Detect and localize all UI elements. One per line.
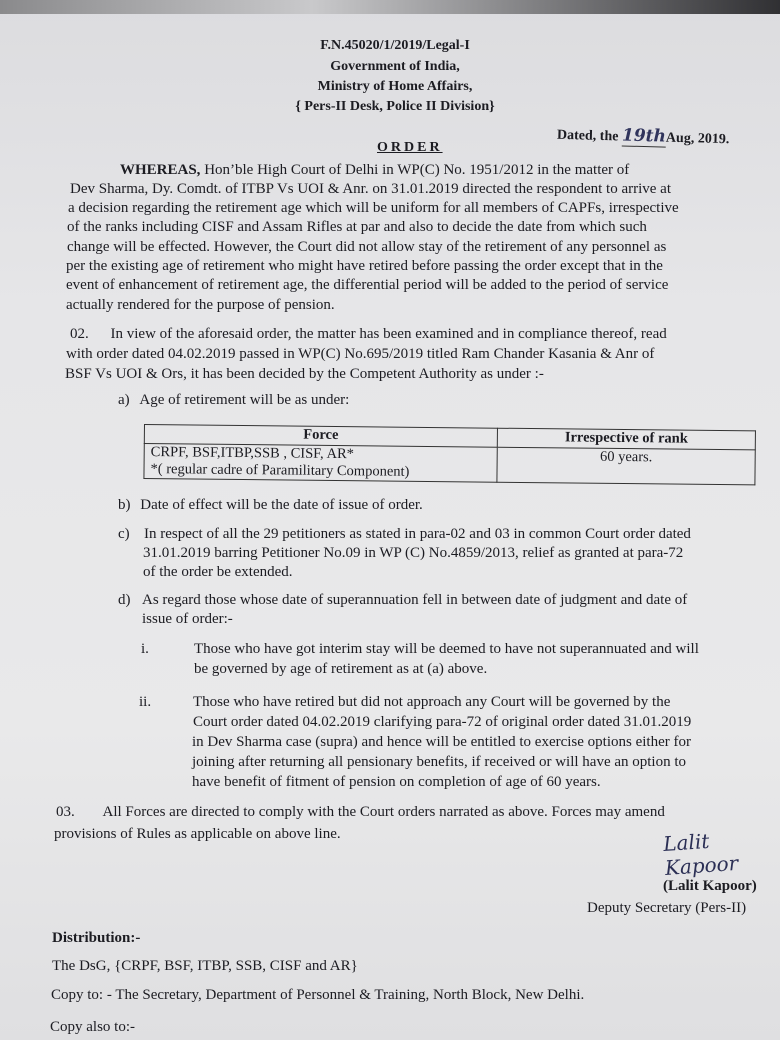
date-label: Dated, the	[556, 127, 619, 145]
sub-ii-label: ii.	[139, 694, 152, 710]
table-header-rank: Irrespective of rank	[497, 428, 755, 450]
handwritten-signature: Lalit Kapoor	[662, 828, 739, 880]
sub-ii-line-5: have benefit of fitment of pension on completion of age of 60 years.	[192, 774, 601, 790]
para1-line-1	[120, 162, 629, 179]
item-b-label: b)	[118, 497, 131, 513]
para1-line-5: change will be effected. However, the Court did not allow stay of the retirement of any personnel as	[67, 239, 667, 255]
distribution-line-1: The DsG, {CRPF, BSF, ITBP, SSB, CISF and AR}	[52, 958, 358, 974]
item-c-label: c)	[118, 526, 130, 542]
distribution-copy-also: Copy also to:-	[50, 1019, 135, 1035]
distribution-copy-to: Copy to: - The Secretary, Department of Personnel & Training, North Block, New Delhi.	[51, 987, 585, 1003]
table-header-force: Force	[144, 425, 497, 448]
item-d-line-2: issue of order:-	[142, 611, 233, 627]
para2-number: 02.	[70, 326, 89, 342]
sub-ii-line-1: Those who have retired but did not approach any Court will be governed by the	[193, 694, 671, 710]
sub-ii-line-2: Court order dated 04.02.2019 clarifying para-72 of original order dated 31.01.2019	[193, 714, 692, 730]
para3-number: 03.	[56, 804, 75, 820]
page-top-shadow	[0, 0, 780, 14]
date-line	[557, 124, 730, 150]
item-a-label: a)	[118, 392, 130, 408]
division-line: { Pers-II Desk, Police II Division}	[295, 99, 495, 114]
govt-line: Government of India,	[330, 59, 460, 74]
para2-line-1	[70, 326, 667, 343]
para1-line-1-text: Hon’ble High Court of Delhi in WP(C) No. 1951/2012 in the matter of	[204, 162, 630, 178]
signatory-designation: Deputy Secretary (Pers-II)	[587, 900, 747, 916]
date-month-year: Aug, 2019.	[665, 130, 730, 148]
table-force-line-2: *( regular cadre of Paramilitary Component)	[150, 461, 410, 480]
table-force-line-1: CRPF, BSF,ITBP,SSB , CISF, AR*	[150, 444, 355, 463]
distribution-title: Distribution:-	[52, 930, 141, 946]
item-d-line-1: As regard those whose date of superannuation fell in between date of judgment and date of	[142, 592, 688, 608]
item-b	[118, 497, 423, 514]
item-c-line-3: of the order be extended.	[143, 564, 293, 580]
table-cell-age: 60 years.	[497, 447, 755, 485]
item-c-line-1: In respect of all the 29 petitioners as stated in para-02 and 03 in common Court order dated	[144, 526, 691, 542]
para1-line-8: actually rendered for the purpose of pension.	[66, 297, 335, 313]
sub-i-line-2: be governed by age of retirement as at (a) above.	[194, 661, 488, 677]
item-c-line-2: 31.01.2019 barring Petitioner No.09 in WP (C) No.4859/2013, relief as granted at para-72	[143, 545, 684, 561]
ministry-line: Ministry of Home Affairs,	[317, 79, 473, 94]
item-b-text: Date of effect will be the date of issue of order.	[140, 497, 423, 513]
para2-line-2: with order dated 04.02.2019 passed in WP(C) No.695/2019 titled Ram Chander Kasania & Anr of	[66, 346, 655, 362]
sub-i-label: i.	[141, 641, 149, 657]
para1-line-6: per the existing age of retirement who might have retired before passing the order except that in the	[66, 258, 663, 274]
para1-line-7: event of enhancement of retirement age, the differential period will be added to the period of service	[66, 277, 669, 293]
para3-line-1	[56, 804, 665, 821]
para1-line-2: Dev Sharma, Dy. Comdt. of ITBP Vs UOI & Anr. on 31.01.2019 directed the respondent to arrive at	[70, 181, 672, 197]
sub-ii-line-3: in Dev Sharma case (supra) and hence will be entitled to exercise options either for	[192, 734, 691, 750]
sub-i-line-1: Those who have got interim stay will be deemed to have not superannuated and will	[194, 641, 699, 657]
para3-line-1-text: All Forces are directed to comply with the Court orders narrated as above. Forces may amend	[102, 804, 665, 820]
item-a-text: Age of retirement will be as under:	[139, 392, 350, 408]
sub-ii-line-4: joining after returning all pensionary benefits, if received or will have an option to	[192, 754, 687, 770]
para2-line-1-text: In view of the aforesaid order, the matter has been examined and in compliance thereof, read	[110, 326, 667, 342]
para1-line-3: a decision regarding the retirement age which will be uniform for all members of CAPFs, irrespective	[68, 200, 679, 216]
order-title: ORDER	[377, 140, 443, 155]
item-d-label: d)	[118, 592, 131, 608]
file-number: F.N.45020/1/2019/Legal-I	[320, 38, 470, 53]
date-day-handwritten: 19th	[621, 125, 667, 147]
retirement-age-table	[143, 424, 756, 485]
signatory-name: (Lalit Kapoor)	[663, 878, 757, 894]
para1-lead: WHEREAS,	[120, 162, 201, 178]
item-a	[118, 392, 349, 409]
para2-line-3: BSF Vs UOI & Ors, it has been decided by the Competent Authority as under :-	[65, 366, 544, 382]
para1-line-4: of the ranks including CISF and Assam Rifles at par and also to decide the date from which such	[67, 219, 647, 235]
para3-line-2: provisions of Rules as applicable on above line.	[54, 826, 341, 842]
table-row	[144, 444, 755, 485]
table-cell-force	[144, 444, 497, 483]
